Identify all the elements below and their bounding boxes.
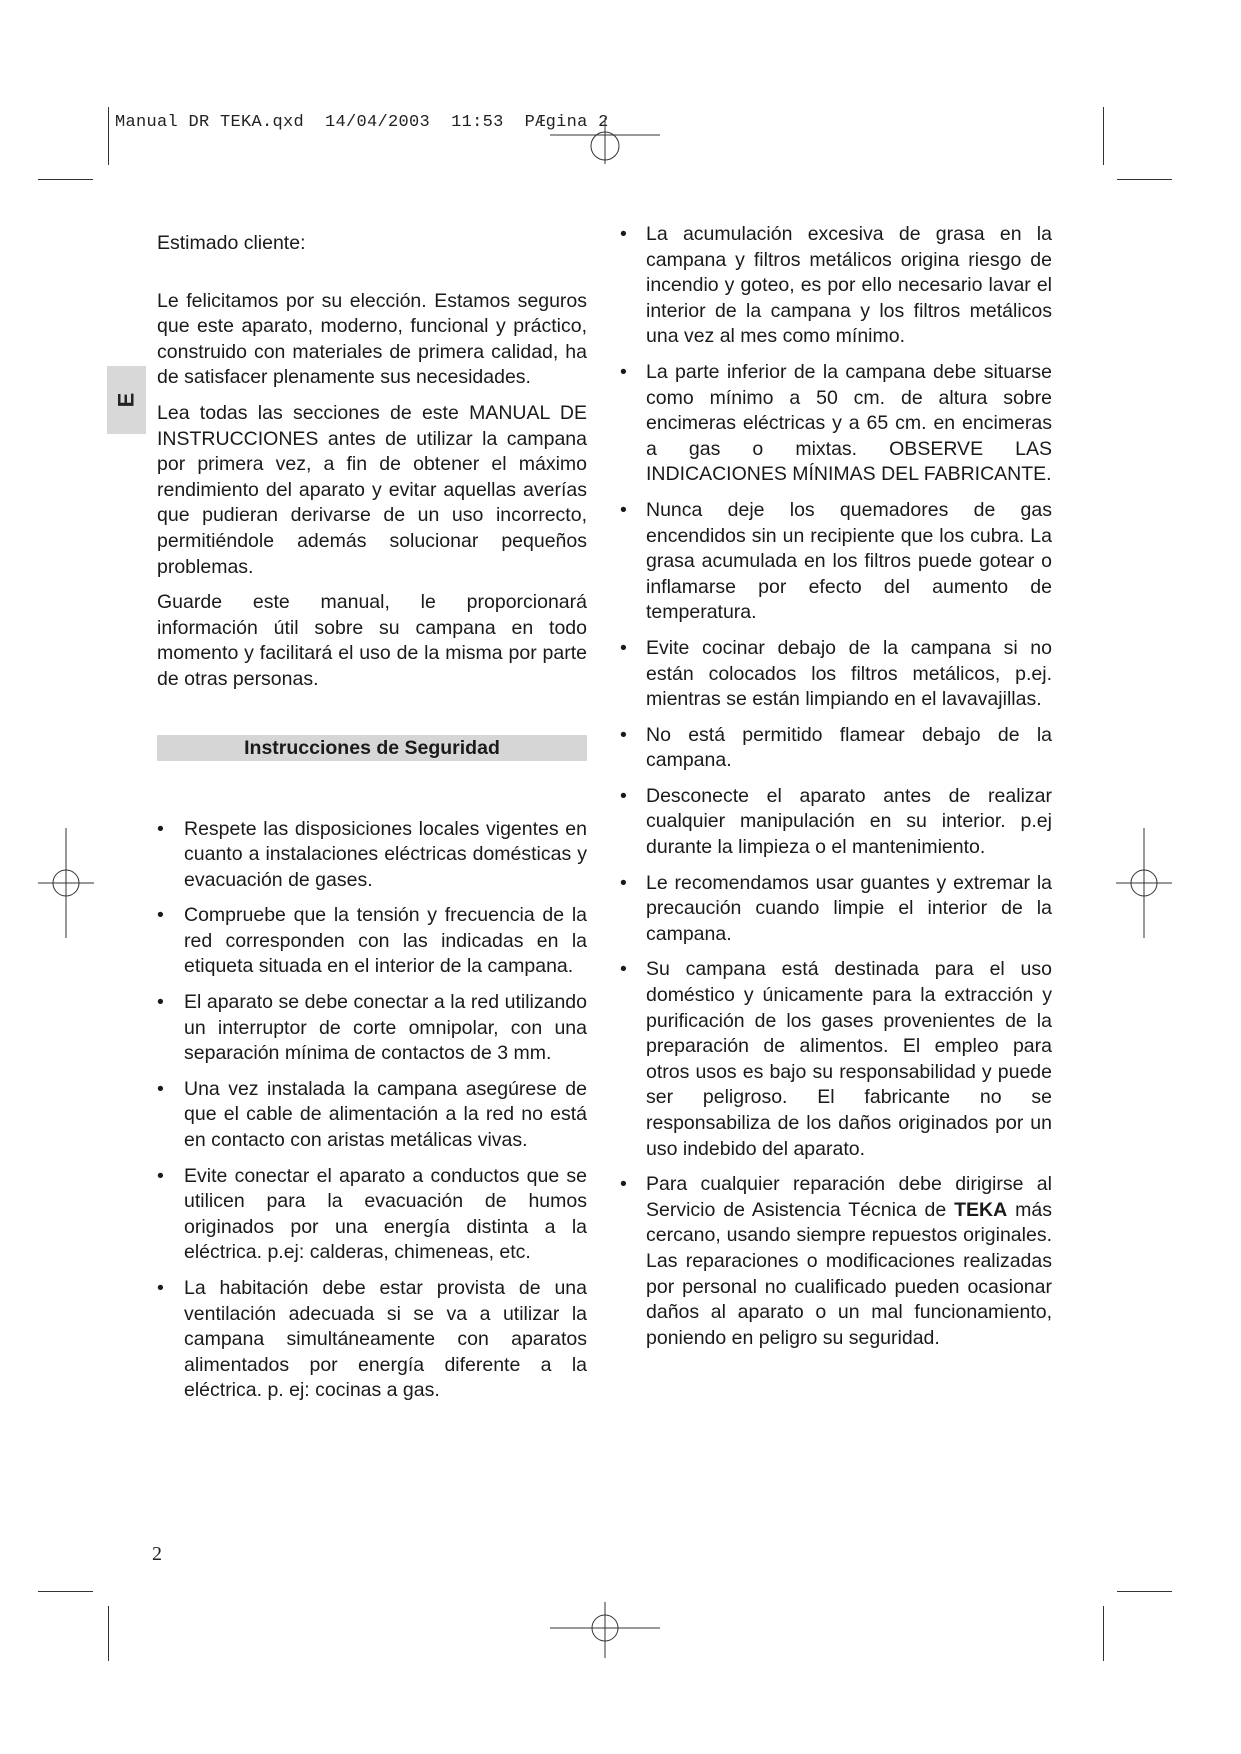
safety-bullet xyxy=(157,903,587,980)
crop-mark xyxy=(1117,1591,1172,1592)
intro-paragraph: Lea todas las secciones de este MANUAL DE INSTRUCCIONES antes de utilizar la campana por primera vez, a fin de obtener el máximo rendimiento del aparato y evitar aquellas averías que pudieran derivarse de un uso incorrecto, permitiéndole además solucionar pequeños problemas. xyxy=(157,401,587,578)
bullet-text: Respete las disposiciones locales vigentes en cuanto a instalaciones eléctricas domésticas y evacuación de gases. xyxy=(184,817,587,891)
bullet-text: La parte inferior de la campana debe situarse como mínimo a 50 cm. de altura sobre encimeras eléctricas y a 65 cm. en encimeras a gas o mixtas. OBSERVE LAS INDICACIONES MÍNIMAS DEL FABRICANTE. xyxy=(646,360,1052,486)
section-heading: Instrucciones de Seguridad xyxy=(157,735,587,761)
safety-bullet xyxy=(620,957,1052,1162)
print-slug xyxy=(115,113,609,132)
bullet-dot: • xyxy=(157,1077,164,1100)
safety-bullet xyxy=(620,871,1052,948)
safety-bullet xyxy=(157,1164,587,1266)
bullet-dot: • xyxy=(157,1277,164,1299)
bullet-dot: • xyxy=(620,1173,627,1196)
page-number: 2 xyxy=(152,1543,162,1565)
crop-mark xyxy=(1103,107,1104,165)
bullet-text: El aparato se debe conectar a la red utilizando un interruptor de corte omnipolar, con una separación mínima de contactos de 3 mm. xyxy=(184,991,587,1065)
bullet-text: más cercano, usando siempre repuestos originales. Las reparaciones o modificaciones realizadas por personal no cualificado pueden ocasionar daños al aparato o un mal funcionamiento, poniendo en peligro su seguridad. xyxy=(646,1198,1052,1349)
bullet-text: Evite conectar el aparato a conductos que se utilicen para la evacuación de humos originados por una energía distinta a la eléctrica. p.ej: calderas, chimeneas, etc. xyxy=(184,1164,587,1264)
bullet-dot: • xyxy=(157,904,164,927)
language-tab xyxy=(107,366,146,434)
bullet-dot: • xyxy=(157,1164,164,1187)
intro-paragraph: Guarde este manual, le proporcionará información útil sobre su campana en todo momento y facilitará el uso de la misma por parte de otras personas. xyxy=(157,591,587,690)
bullet-text: Desconecte el aparato antes de realizar cualquier manipulación en su interior. p.ej durante la limpieza o el mantenimiento. xyxy=(646,784,1052,859)
bullet-dot: • xyxy=(620,636,627,659)
bullet-dot: • xyxy=(157,991,164,1014)
brand-name: TEKA xyxy=(954,1198,1008,1221)
left-column xyxy=(157,231,587,1414)
bullet-dot: • xyxy=(620,723,627,746)
language-tab-label: E xyxy=(113,392,139,408)
slug-filename: Manual DR TEKA.qxd xyxy=(115,113,305,132)
slug-date: 14/04/2003 xyxy=(325,113,431,132)
bullet-dot: • xyxy=(620,871,627,894)
bullet-dot: • xyxy=(620,784,627,807)
crop-mark xyxy=(1103,1606,1104,1661)
bullet-text: Evite cocinar debajo de la campana si no están colocados los filtros metálicos, p.ej. mientras se están limpiando en el lavavajillas. xyxy=(646,636,1052,711)
bullet-dot: • xyxy=(157,817,164,840)
safety-bullet xyxy=(157,990,587,1067)
safety-bullet xyxy=(157,1077,587,1154)
crop-mark xyxy=(108,1606,109,1661)
safety-bullet xyxy=(620,360,1052,488)
crop-mark xyxy=(38,179,93,180)
crop-mark xyxy=(38,1591,93,1592)
bullet-text: No está permitido flamear debajo de la campana. xyxy=(646,723,1052,772)
bullet-text: Para cualquier reparación debe dirigirse al Servicio de Asistencia Técnica de xyxy=(646,1173,1052,1221)
safety-bullet xyxy=(620,1172,1052,1351)
bullet-text: La habitación debe estar provista de una ventilación adecuada si se va a utilizar la campana simultáneamente con aparatos alimentados por energía diferente a la eléctrica. p. ej: cocinas a gas. xyxy=(184,1277,587,1402)
safety-bullet xyxy=(620,636,1052,713)
safety-bullet xyxy=(620,498,1052,626)
crop-mark xyxy=(108,107,109,165)
bullet-text: Le recomendamos usar guantes y extremar la precaución cuando limpie el interior de la campana. xyxy=(646,871,1052,945)
bullet-text: Compruebe que la tensión y frecuencia de la red corresponden con las indicadas en la etiqueta situada en el interior de la campana. xyxy=(184,904,587,978)
greeting: Estimado cliente: xyxy=(157,232,306,254)
intro-paragraph: Le felicitamos por su elección. Estamos seguros que este aparato, moderno, funcional y práctico, construido con materiales de primera calidad, ha de satisfacer plenamente sus necesidades. xyxy=(157,289,587,389)
safety-bullet xyxy=(620,784,1052,861)
registration-mark-icon xyxy=(36,826,96,940)
slug-time: 11:53 xyxy=(451,113,504,132)
bullet-text: Su campana está destinada para el uso doméstico y únicamente para la extracción y purificación de los gases provenientes de la preparación de alimentos. El empleo para otros usos es bajo su responsabilidad y puede ser peligroso. El fabricante no se responsabiliza de los daños originados por un uso indebido del aparato. xyxy=(646,958,1052,1160)
crop-mark xyxy=(1117,179,1172,180)
bullet-dot: • xyxy=(620,223,627,245)
bullet-text: Nunca deje los quemadores de gas encendidos sin un recipiente que los cubra. La grasa acumulada en los filtros puede gotear o inflamarse por efecto del aumento de temperatura. xyxy=(646,498,1052,624)
registration-mark-icon xyxy=(545,118,665,168)
registration-mark-icon xyxy=(545,1600,665,1660)
bullet-text: La acumulación excesiva de grasa en la campana y filtros metálicos origina riesgo de incendio y goteo, es por ello necesario lavar el interior de la campana y los filtros metálicos una vez al mes como mínimo. xyxy=(646,223,1052,348)
bullet-dot: • xyxy=(620,958,627,981)
bullet-dot: • xyxy=(620,498,627,521)
registration-mark-icon xyxy=(1114,826,1174,940)
safety-bullet xyxy=(620,723,1052,774)
bullet-dot: • xyxy=(620,360,627,383)
safety-bullet xyxy=(620,222,1052,350)
safety-bullet xyxy=(157,1276,587,1404)
right-column xyxy=(620,222,1052,1361)
safety-bullet xyxy=(157,817,587,894)
bullet-text: Una vez instalada la campana asegúrese de que el cable de alimentación a la red no está en contacto con aristas metálicas vivas. xyxy=(184,1077,587,1152)
slug-page: PÆgina 2 xyxy=(524,113,609,132)
